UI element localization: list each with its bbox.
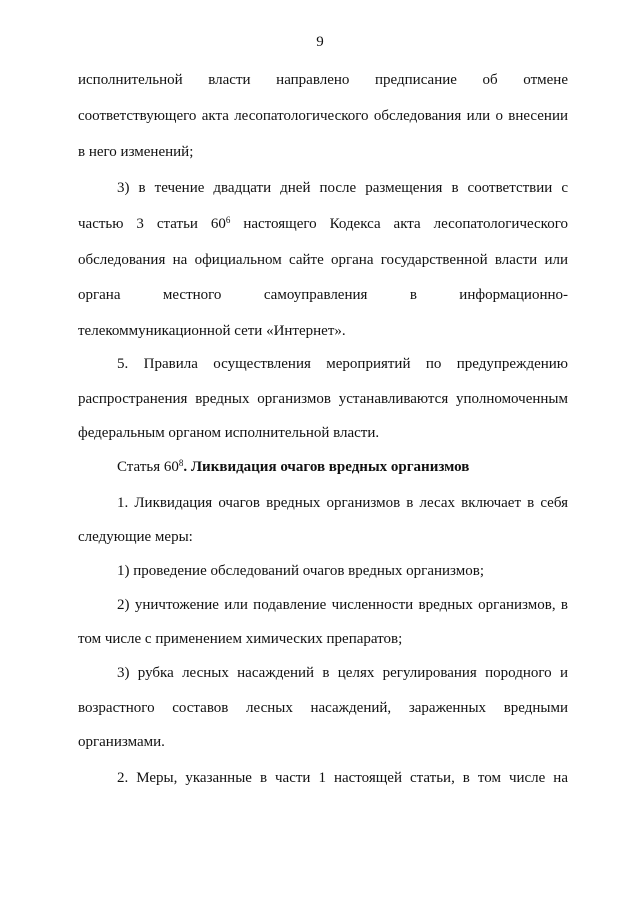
text-line: соответствующего акта лесопатологического обследования или о внесении: [78, 108, 568, 124]
text-line: организмами.: [78, 734, 165, 750]
list-item: 1) проведение обследований очагов вредных организмов;: [117, 563, 484, 579]
article-heading: [117, 458, 568, 476]
text-line: 1. Ликвидация очагов вредных организмов в лесах включает в себя: [117, 495, 568, 511]
superscript: 8: [178, 458, 184, 468]
text-line: 2. Меры, указанные в части 1 настоящей статьи, в том числе на: [117, 770, 568, 786]
list-item: 3) рубка лесных насаждений в целях регулирования породного и: [117, 665, 568, 681]
text-line: том числе с применением химических препаратов;: [78, 631, 403, 647]
text-line: в него изменений;: [78, 144, 194, 160]
text-line: органа местного самоуправления в информационно-: [78, 287, 568, 303]
text-line-with-superscript: [78, 215, 568, 233]
text-line: возрастного составов лесных насаждений, зараженных вредными: [78, 700, 568, 716]
text-line: федеральным органом исполнительной власти.: [78, 425, 380, 441]
text-line: исполнительной власти направлено предписание об отмене: [78, 72, 568, 88]
text-line: распространения вредных организмов устанавливаются уполномоченным: [78, 391, 568, 407]
text-line: обследования на официальном сайте органа государственной власти или: [78, 252, 568, 268]
text-fragment: частью 3 статьи 60: [78, 216, 226, 232]
text-line: 3) в течение двадцати дней после размещения в соответствии с: [117, 180, 568, 196]
text-line: следующие меры:: [78, 529, 193, 545]
text-line: 5. Правила осуществления мероприятий по предупреждению: [117, 356, 568, 372]
text-fragment: настоящего Кодекса акта лесопатологического: [230, 216, 568, 232]
text-line: телекоммуникационной сети «Интернет».: [78, 323, 346, 339]
page-number: 9: [316, 34, 324, 50]
article-prefix: Статья 60: [117, 459, 179, 475]
superscript: 6: [225, 215, 231, 225]
list-item: 2) уничтожение или подавление численности вредных организмов, в: [117, 597, 568, 613]
article-title: . Ликвидация очагов вредных организмов: [183, 459, 470, 475]
